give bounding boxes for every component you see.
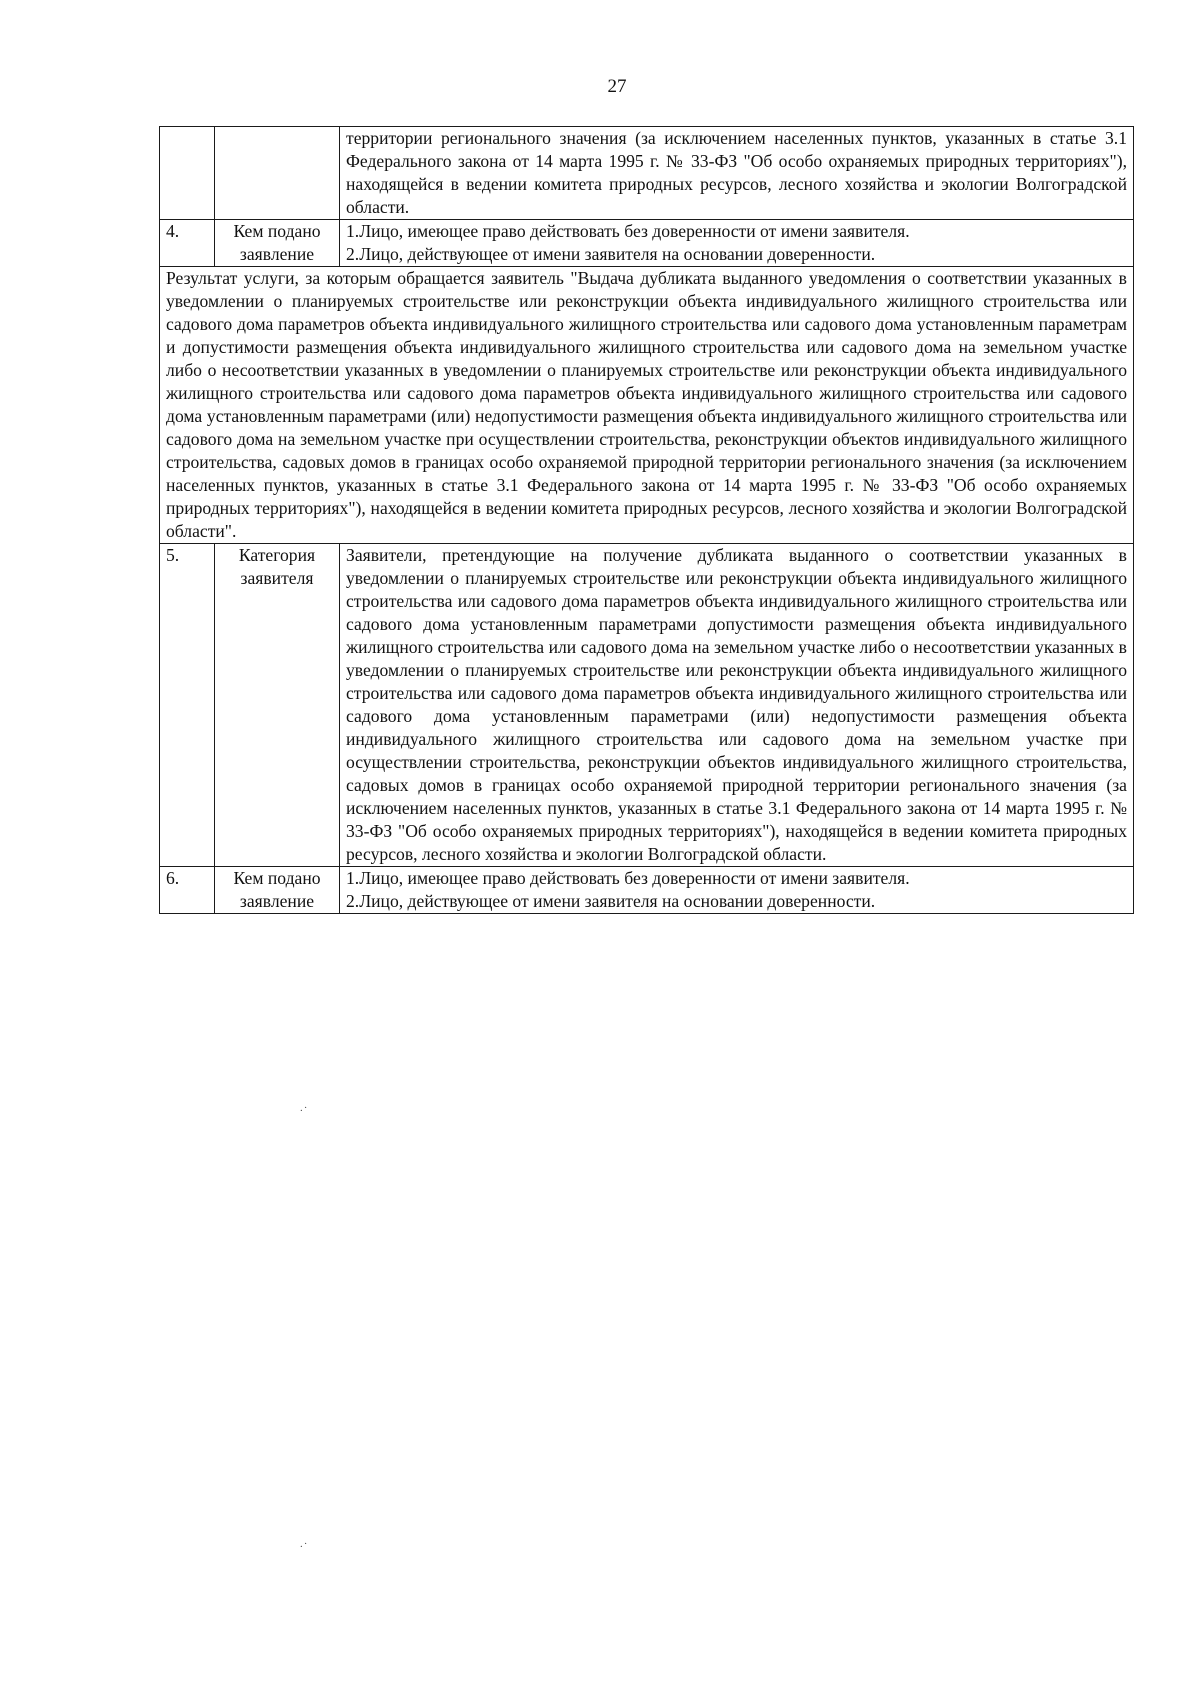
page-number: 27 [607, 76, 627, 97]
row-label-cell-empty [215, 127, 340, 220]
row-label-5: Категория заявителя [215, 544, 340, 867]
row-content-4 [340, 220, 1134, 267]
scan-speck: .· [300, 1538, 309, 1550]
row-content-6 [340, 867, 1134, 914]
row-number-4: 4. [160, 220, 215, 267]
row-number-cell-empty [160, 127, 215, 220]
table-row-6 [160, 867, 1134, 914]
scan-speck: .· [300, 1102, 309, 1114]
row-label-4: Кем подано заявление [215, 220, 340, 267]
list-item: 2.Лицо, действующее от имени заявителя на основании доверенности. [346, 891, 876, 911]
list-item: 2.Лицо, действующее от имени заявителя на основании доверенности. [346, 244, 876, 264]
table-row-result [160, 267, 1134, 544]
table-row-5 [160, 544, 1134, 867]
table-row-4 [160, 220, 1134, 267]
row-number-6: 6. [160, 867, 215, 914]
table-row-continuation [160, 127, 1134, 220]
list-item: 1.Лицо, имеющее право действовать без доверенности от имени заявителя. [346, 221, 910, 241]
row-number-5: 5. [160, 544, 215, 867]
service-result-text: Результат услуги, за которым обращается заявитель "Выдача дубликата выданного уведомления о соответствии указанных в уведомлении о планируемых строительстве или реконструкции объекта индивидуального жилищного строительства или садового дома параметров объекта индивидуального жилищного строительства или садового дома установленным параметрам и допустимости размещения объекта индивидуального жилищного строительства или садового дома на земельном участке либо о несоответствии указанных в уведомлении о планируемых строительстве или реконструкции объекта индивидуального жилищного строительства или садового дома параметров объекта индивидуального жилищного строительства или садового дома установленным параметрами (или) недопустимости размещения объекта индивидуального жилищного строительства или садового дома на земельном участке при осуществлении строительства, реконструкции объектов индивидуального жилищного строительства, садовых домов в границах особо охраняемой природной территории регионального значения (за исключением населенных пунктов, указанных в статье 3.1 Федерального закона от 14 марта 1995 г. № 33-ФЗ "Об особо охраняемых природных территориях"), находящейся в ведении комитета природных ресурсов, лесного хозяйства и экологии Волгоградской области". [160, 267, 1134, 544]
continuation-text: территории регионального значения (за исключением населенных пунктов, указанных в статье 3.1 Федерального закона от 14 марта 1995 г. № 33-ФЗ "Об особо охраняемых природных территориях"), находящейся в ведении комитета природных ресурсов, лесного хозяйства и экологии Волгоградской области. [340, 127, 1134, 220]
service-parameters-table [159, 126, 1134, 914]
list-item: 1.Лицо, имеющее право действовать без доверенности от имени заявителя. [346, 868, 910, 888]
row-label-6: Кем подано заявление [215, 867, 340, 914]
row-content-5: Заявители, претендующие на получение дубликата выданного о соответствии указанных в уведомлении о планируемых строительстве или реконструкции объекта индивидуального жилищного строительства или садового дома параметров объекта индивидуального жилищного строительства или садового дома установленным параметрами допустимости размещения объекта индивидуального жилищного строительства или садового дома на земельном участке либо о несоответствии указанных в уведомлении о планируемых строительстве или реконструкции объекта индивидуального жилищного строительства или садового дома параметров объекта индивидуального жилищного строительства или садового дома установленным параметрами (или) недопустимости размещения объекта индивидуального жилищного строительства или садового дома на земельном участке при осуществлении строительства, реконструкции объектов индивидуального жилищного строительства, садовых домов в границах особо охраняемой природной территории регионального значения (за исключением населенных пунктов, указанных в статье 3.1 Федерального закона от 14 марта 1995 г. № 33-ФЗ "Об особо охраняемых природных территориях"), находящейся в ведении комитета природных ресурсов, лесного хозяйства и экологии Волгоградской области. [340, 544, 1134, 867]
